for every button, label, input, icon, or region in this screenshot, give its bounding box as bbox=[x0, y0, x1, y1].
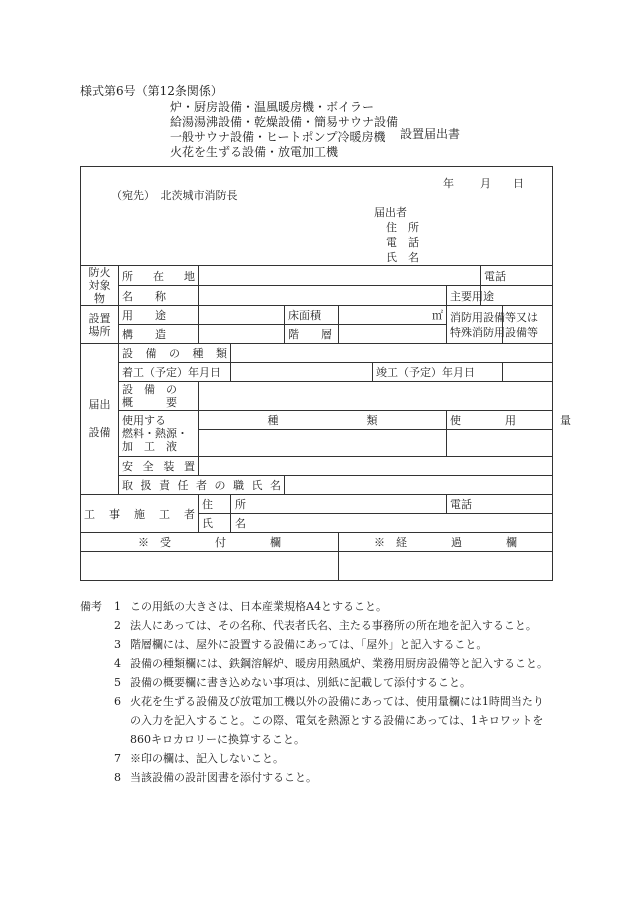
progress-label: ※ 経 過 欄 bbox=[339, 533, 553, 552]
contractor-label: 工事施工者 bbox=[81, 495, 199, 533]
addressee: （宛先） 北茨城市消防長 bbox=[111, 189, 238, 202]
fuel-amount-header: 使 用 量 bbox=[447, 411, 553, 430]
install-use-field[interactable] bbox=[199, 306, 285, 325]
contractor-name-field[interactable] bbox=[231, 514, 553, 533]
title-suffix: 設置届出書 bbox=[400, 127, 461, 141]
note-number: 2 bbox=[114, 619, 121, 632]
target-name-label: 名 称 bbox=[119, 286, 199, 306]
applicant-name-label: 氏 名 bbox=[386, 251, 419, 264]
progress-field[interactable] bbox=[339, 552, 553, 581]
applicant-label: 届出者 bbox=[374, 206, 407, 219]
fuel-amount-field[interactable] bbox=[447, 430, 553, 457]
main-use-label: 主要用途 bbox=[447, 286, 481, 306]
floor-area-label: 床面積 bbox=[285, 306, 339, 325]
note-text: 設備の概要欄に書き込めない事項は、別紙に記載して添付すること。 bbox=[130, 676, 471, 689]
note-item bbox=[80, 654, 550, 673]
floor-level-field[interactable] bbox=[339, 325, 447, 344]
floor-level-label: 階 層 bbox=[285, 325, 339, 344]
note-number: 1 bbox=[114, 600, 121, 613]
manager-field[interactable] bbox=[285, 476, 553, 495]
applicant-address-label: 住 所 bbox=[386, 221, 419, 234]
form-number: 様式第6号（第12条関係） bbox=[80, 84, 223, 98]
safety-device-label: 安全装置 bbox=[119, 457, 199, 476]
target-name-field[interactable] bbox=[199, 286, 447, 306]
summary-label-line-2: 概 要 bbox=[122, 396, 177, 409]
title-line-2: 給湯湯沸設備・乾燥設備・簡易サウナ設備 bbox=[170, 115, 399, 129]
note-text: 設備の種類欄には、鉄鋼溶解炉、暖房用熱風炉、業務用厨房設備等と記入すること。 bbox=[130, 657, 548, 670]
note-number: 4 bbox=[114, 657, 121, 670]
date-day-label: 日 bbox=[513, 177, 524, 190]
note-number: 7 bbox=[114, 752, 121, 765]
notification-form bbox=[80, 166, 571, 581]
start-date-label: 着工（予定）年月日 bbox=[119, 363, 231, 382]
target-phone-label: 電話 bbox=[481, 266, 553, 286]
note-item bbox=[80, 768, 550, 787]
equipment-section: 届出設備 bbox=[81, 344, 119, 495]
fuel-kind-field[interactable] bbox=[199, 430, 447, 457]
contractor-address-field[interactable] bbox=[231, 495, 447, 514]
complete-date-field[interactable] bbox=[503, 363, 553, 382]
equipment-type-label: 設備の種類 bbox=[119, 344, 231, 363]
title-line-3: 一般サウナ設備・ヒートポンプ冷暖房機 bbox=[170, 130, 386, 144]
notes-label: 備考 bbox=[80, 600, 102, 613]
note-item bbox=[80, 616, 550, 635]
note-number: 8 bbox=[114, 771, 121, 784]
date-year-label: 年 bbox=[443, 177, 454, 190]
note-number: 5 bbox=[114, 676, 121, 689]
start-date-field[interactable] bbox=[231, 363, 373, 382]
fire-equipment-label bbox=[447, 306, 538, 344]
note-text: 法人にあっては、その名称、代表者氏名、主たる事務所の所在地を記入すること。 bbox=[130, 619, 537, 632]
floor-area-unit[interactable]: ㎡ bbox=[339, 306, 447, 325]
applicant-phone-label: 電 話 bbox=[386, 236, 419, 249]
fire-equipment-label-line-2: 特殊消防用設備等 bbox=[450, 325, 538, 339]
safety-device-field[interactable] bbox=[199, 457, 553, 476]
summary-field[interactable] bbox=[199, 382, 553, 411]
note-text: この用紙の大きさは、日本産業規格A4とすること。 bbox=[130, 600, 387, 613]
fire-target-section: 防火対象物 bbox=[81, 266, 119, 306]
install-place-section: 設置場所 bbox=[81, 306, 119, 344]
contractor-phone-label: 電話 bbox=[447, 495, 553, 514]
note-number: 6 bbox=[114, 695, 121, 708]
reception-label: ※ 受 付 欄 bbox=[81, 533, 339, 552]
equipment-type-field[interactable] bbox=[231, 344, 553, 363]
install-use-label: 用 途 bbox=[119, 306, 199, 325]
note-text: ※印の欄は、記入しないこと。 bbox=[130, 752, 284, 765]
note-item bbox=[80, 673, 550, 692]
complete-date-label: 竣工（予定）年月日 bbox=[373, 363, 503, 382]
contractor-name-label: 氏 名 bbox=[199, 514, 231, 533]
fuel-label-line-3: 加 工 液 bbox=[122, 440, 177, 453]
applicant-header bbox=[81, 167, 553, 266]
summary-label bbox=[119, 382, 199, 411]
contractor-address-label: 住 所 bbox=[199, 495, 231, 514]
location-label: 所在地 bbox=[119, 266, 199, 286]
title-line-1: 炉・厨房設備・温風暖房機・ボイラー bbox=[170, 100, 375, 114]
note-text: 階層欄には、屋外に設置する設備にあっては、「屋外」と記入すること。 bbox=[130, 638, 488, 651]
reception-field[interactable] bbox=[81, 552, 339, 581]
structure-field[interactable] bbox=[199, 325, 285, 344]
fuel-kind-header: 種 類 bbox=[199, 411, 447, 430]
notes-section bbox=[80, 597, 550, 787]
note-number: 3 bbox=[114, 638, 121, 651]
note-text: 当該設備の設計図書を添付すること。 bbox=[130, 771, 317, 784]
note-text: 火花を生ずる設備及び放電加工機以外の設備にあっては、使用量欄には1時間当たりの入力を記入すること。この際、電気を熱源とする設備にあっては、1キロワットを860キロカロリーに換算すること。 bbox=[130, 695, 544, 746]
manager-label: 取扱責任者の職氏名 bbox=[119, 476, 285, 495]
fuel-label-line-1: 使用する bbox=[122, 414, 166, 427]
note-item bbox=[80, 692, 550, 749]
location-field[interactable] bbox=[199, 266, 481, 286]
note-item bbox=[80, 749, 550, 768]
form-title bbox=[170, 100, 398, 160]
date-month-label: 月 bbox=[480, 177, 491, 190]
fuel-label bbox=[119, 411, 199, 457]
summary-label-line-1: 設 備 の bbox=[122, 383, 177, 396]
note-item bbox=[80, 635, 550, 654]
title-line-4: 火花を生ずる設備・放電加工機 bbox=[170, 145, 339, 159]
structure-label: 構 造 bbox=[119, 325, 199, 344]
fuel-label-line-2: 燃料・熱源・ bbox=[122, 427, 188, 440]
fire-equipment-label-line-1: 消防用設備等又は bbox=[450, 310, 538, 324]
note-item bbox=[80, 597, 550, 616]
